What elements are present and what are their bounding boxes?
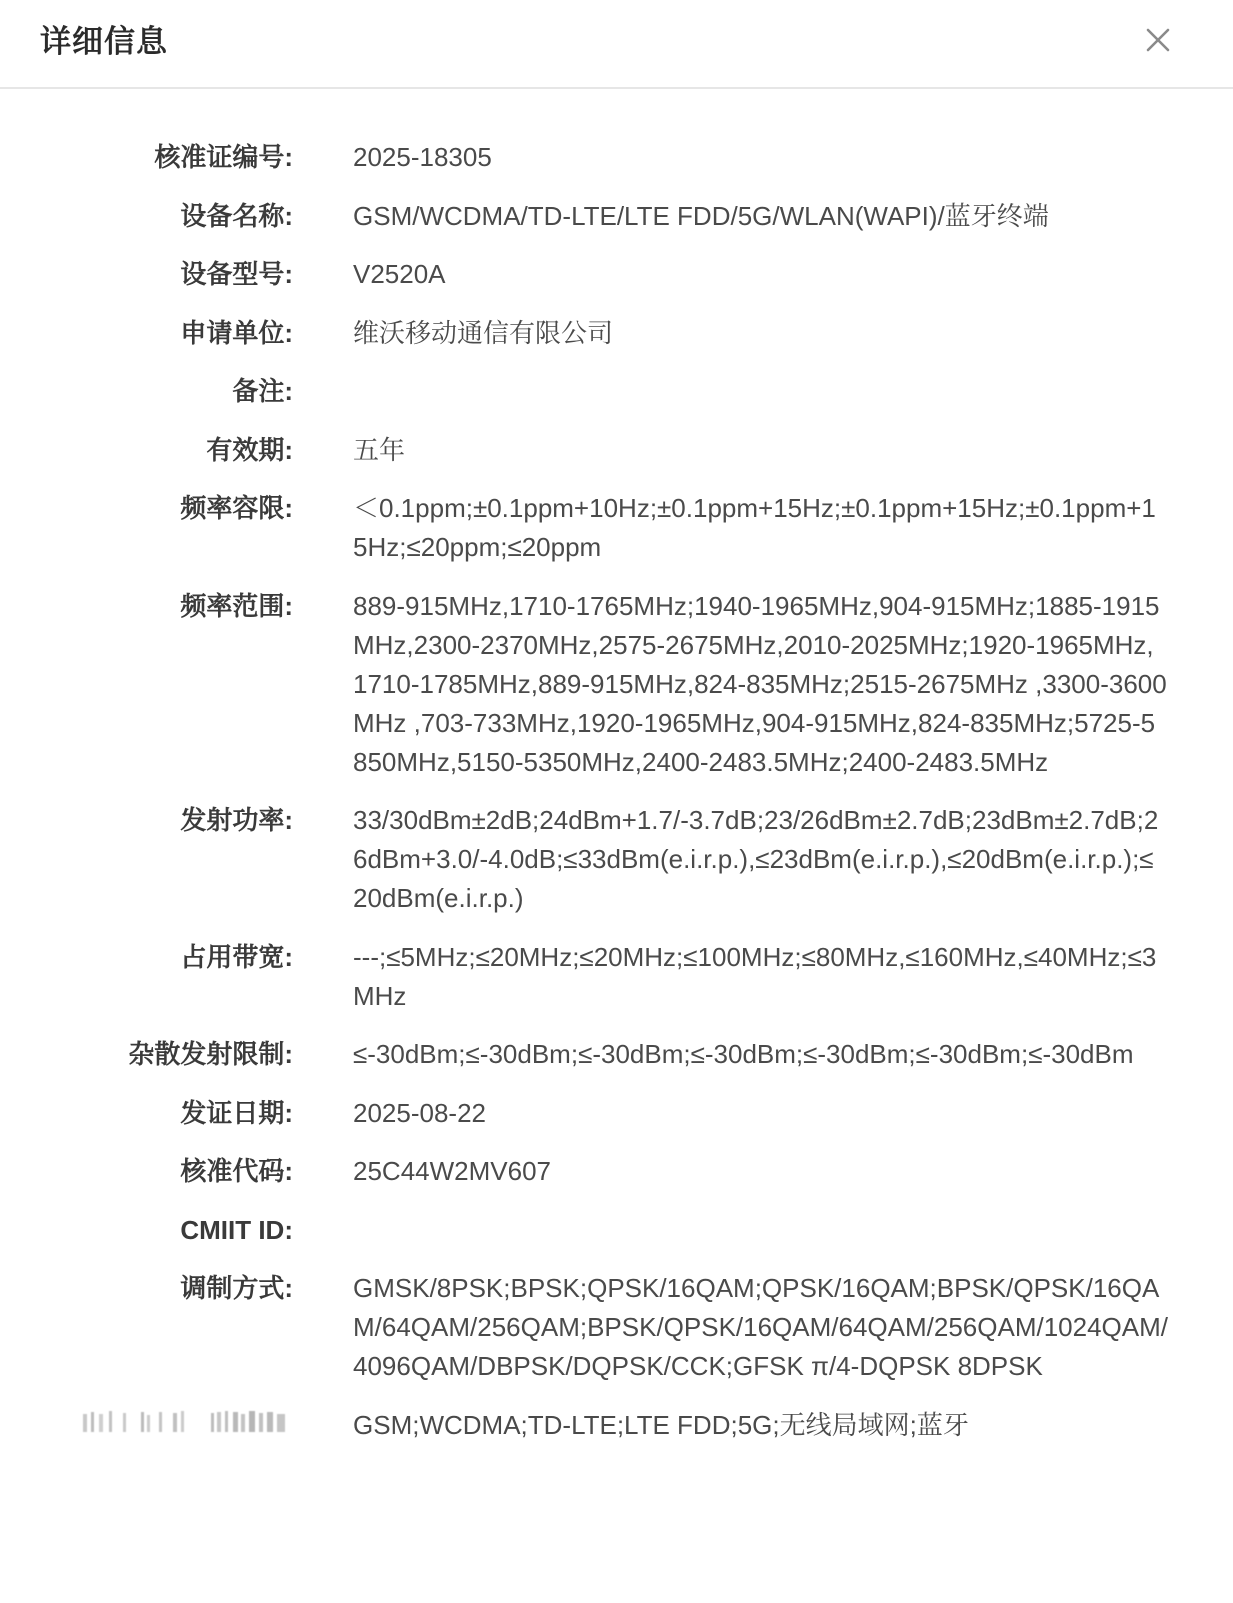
field-row-cmiit-id (0, 1211, 1233, 1250)
field-value: V2520A (353, 259, 446, 289)
field-label: 杂散发射限制: (128, 1039, 293, 1069)
dialog-header (0, 0, 1233, 89)
field-value: 25C44W2MV607 (353, 1156, 551, 1186)
field-value: ＜0.1ppm;±0.1ppm+10Hz;±0.1ppm+15Hz;±0.1ppm+15Hz;±0.1ppm+15Hz;≤20ppm;≤20ppm (353, 493, 1156, 562)
field-value: 维沃移动通信有限公司 (353, 317, 614, 348)
field-label: 调制方式: (180, 1273, 293, 1303)
field-row-device-name (0, 197, 1233, 236)
field-row-remarks (0, 372, 1233, 411)
field-value: 2025-08-22 (353, 1097, 486, 1128)
field-label-obscured (0, 1406, 293, 1447)
field-value: 五年 (353, 434, 406, 465)
field-value: 33/30dBm±2dB;24dBm+1.7/-3.7dB;23/26dBm±2.7dB;23dBm±2.7dB;26dBm+3.0/-4.0dB;≤33dBm(e.i.r.p.),≤23dBm(e.i.r.p.),≤20dBm(e.i.r.p.);≤20dBm(e.i.r.p.) (353, 805, 1159, 913)
field-row-applicant (0, 314, 1233, 353)
field-label: 申请单位: (180, 317, 293, 348)
field-value: GSM/WCDMA/TD-LTE/LTE FDD/5G/WLAN(WAPI)/蓝牙终端 (353, 200, 1049, 231)
field-label: 发证日期: (180, 1097, 293, 1128)
field-row-validity (0, 431, 1233, 470)
field-row-occupied-bandwidth (0, 938, 1233, 1016)
field-value: 889-915MHz,1710-1765MHz;1940-1965MHz,904-915MHz;1885-1915MHz,2300-2370MHz,2575-2675MHz,2010-2025MHz;1920-1965MHz,1710-1785MHz,889-915MHz,824-835MHz;2515-2675MHz ,3300-3600MHz ,703-733MHz,1920-1965MHz,904-915MHz,824-835MHz;5725-5850MHz,5150-5350MHz,2400-2483.5MHz;2400-2483.5MHz (353, 590, 1167, 777)
field-row-device-model (0, 255, 1233, 294)
field-row-approval-code (0, 1152, 1233, 1191)
field-value: ≤-30dBm;≤-30dBm;≤-30dBm;≤-30dBm;≤-30dBm;≤-30dBm;≤-30dBm (353, 1039, 1134, 1069)
field-label: 发射功率: (180, 805, 293, 835)
field-label: 核准证编号: (154, 142, 293, 172)
field-row-frequency-tolerance (0, 489, 1233, 567)
field-row-issue-date (0, 1094, 1233, 1133)
field-value: GSM;WCDMA;TD-LTE;LTE FDD;5G;无线局域网;蓝牙 (353, 1409, 969, 1440)
detail-list (0, 138, 1233, 1447)
close-icon[interactable] (1140, 22, 1176, 58)
field-label: 设备名称: (180, 200, 293, 231)
field-row-modulation (0, 1269, 1233, 1386)
field-label: 频率范围: (180, 590, 293, 621)
field-label: 有效期: (206, 434, 293, 465)
field-label: 占用带宽: (180, 941, 293, 972)
field-row-spurious-emission (0, 1035, 1233, 1074)
field-label: CMIIT ID: (180, 1214, 293, 1245)
field-row-frequency-range (0, 587, 1233, 782)
field-label: 频率容限: (180, 493, 293, 523)
field-label: 备注: (232, 376, 293, 406)
field-label: 设备型号: (180, 259, 293, 289)
field-row-technology (0, 1406, 1233, 1447)
field-value: GMSK/8PSK;BPSK;QPSK/16QAM;QPSK/16QAM;BPSK/QPSK/16QAM/64QAM/256QAM;BPSK/QPSK/16QAM/64QAM/256QAM/1024QAM/4096QAM/DBPSK/DQPSK/CCK;GFSK π/4-DQPSK 8DPSK (353, 1273, 1168, 1381)
field-value: ---;≤5MHz;≤20MHz;≤20MHz;≤100MHz;≤80MHz,≤160MHz,≤40MHz;≤3MHz (353, 941, 1157, 1011)
field-row-approval-number (0, 138, 1233, 177)
field-row-transmit-power (0, 801, 1233, 918)
dialog-title: 详细信息 (40, 24, 168, 59)
field-label: 核准代码: (180, 1156, 293, 1186)
field-value: 2025-18305 (353, 142, 492, 172)
